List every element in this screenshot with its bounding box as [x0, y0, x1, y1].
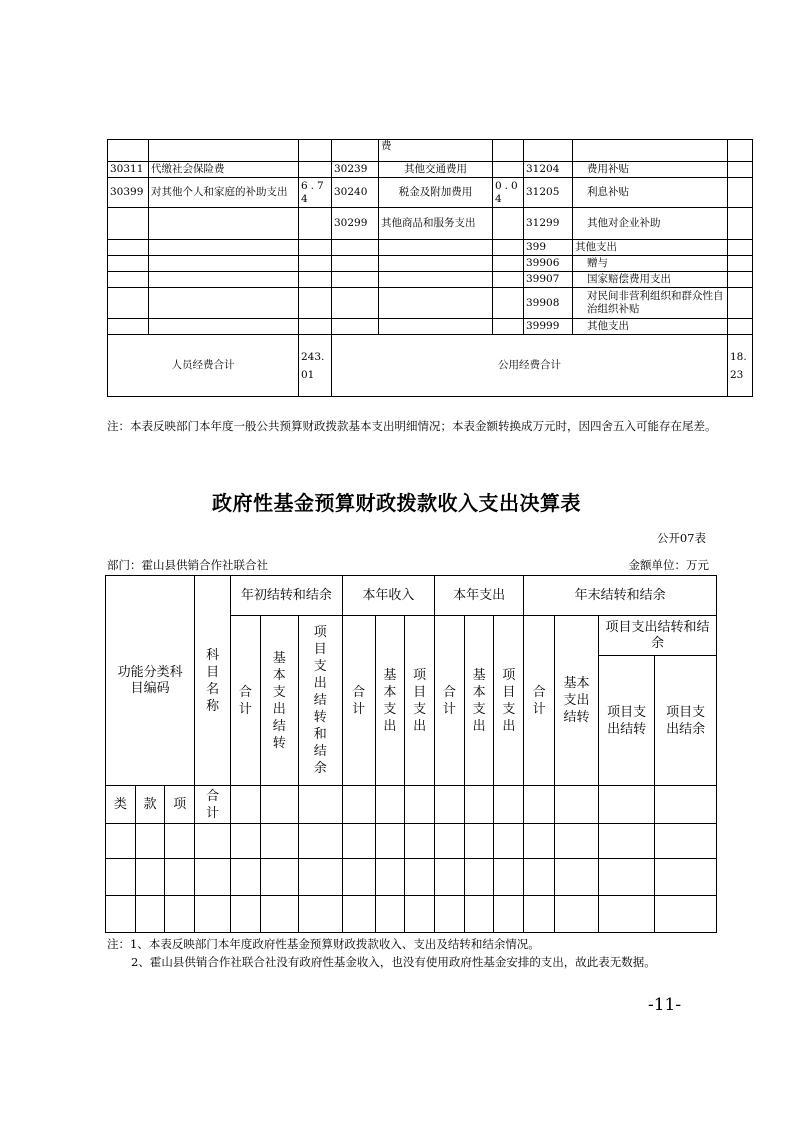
column-header: 合计 — [524, 616, 555, 786]
basic-expense-detail-table — [107, 139, 753, 397]
personnel-total-label: 人员经费合计 — [108, 335, 299, 397]
table-row — [106, 824, 717, 859]
table-total-row — [108, 335, 753, 397]
table-row — [108, 240, 753, 256]
column-header: 科目名称 — [195, 576, 231, 786]
column-header: 基本支出结转 — [260, 616, 298, 786]
table-cell: 31299 — [524, 208, 573, 240]
fund-table-note — [107, 935, 719, 971]
table-cell: 利息补贴 — [573, 178, 728, 208]
table-cell — [149, 208, 299, 240]
table-row — [108, 256, 753, 272]
table-cell — [299, 162, 332, 178]
table-cell: 30311 — [108, 162, 149, 178]
table-cell: 赠与 — [573, 256, 728, 272]
column-header: 项 — [165, 786, 195, 824]
table-cell: 其他支出 — [573, 319, 728, 335]
table-cell: 对其他个人和家庭的补助支出 — [149, 178, 299, 208]
unit-label: 金额单位：万元 — [628, 558, 709, 572]
table-cell: 代缴社会保险费 — [149, 162, 299, 178]
column-header: 项目支出结转 — [599, 656, 655, 786]
table-row — [108, 140, 753, 162]
column-header: 款 — [135, 786, 165, 824]
column-header: 基本支出 — [375, 616, 405, 786]
column-header: 合计 — [231, 616, 261, 786]
table-row — [108, 178, 753, 208]
table-cell: 31204 — [524, 162, 573, 178]
column-header: 基本支出结转 — [554, 616, 598, 786]
table-cell: 其他支出 — [573, 240, 728, 256]
table-row — [106, 859, 717, 896]
column-header: 基本支出 — [464, 616, 494, 786]
public-total-value: 18.23 — [728, 335, 753, 397]
table-row — [108, 272, 753, 288]
table-cell: 30239 — [332, 162, 379, 178]
column-header: 合计 — [435, 616, 465, 786]
table-code: 公开07表 — [656, 531, 706, 545]
table-cell: 31205 — [524, 178, 573, 208]
table-cell — [728, 178, 753, 208]
table-header-row — [106, 786, 717, 824]
table-cell: 6.74 — [299, 178, 332, 208]
column-header: 本年收入 — [342, 576, 434, 616]
table-cell: 0.04 — [493, 178, 524, 208]
table-cell: 费用补贴 — [573, 162, 728, 178]
table-cell: 30299 — [332, 208, 379, 240]
column-header: 本年支出 — [435, 576, 524, 616]
table-cell: 其他交通费用 — [379, 162, 493, 178]
column-header: 项目支出 — [494, 616, 524, 786]
table-cell: 对民间非营利组织和群众性自治组织补贴 — [573, 288, 728, 319]
table-cell: 39999 — [524, 319, 573, 335]
table-note: 注：本表反映部门本年度一般公共预算财政拨款基本支出明细情况；本表金额转换成万元时，因四舍五入可能存在尾差。 — [107, 419, 717, 433]
column-header: 项目支出结余 — [655, 656, 717, 786]
table-cell — [728, 162, 753, 178]
government-fund-table — [105, 575, 717, 933]
table-cell — [728, 208, 753, 240]
column-header: 项目支出 — [405, 616, 435, 786]
personnel-total-value: 243.01 — [299, 335, 332, 397]
table-cell — [108, 208, 149, 240]
table-cell: 税金及附加费用 — [379, 178, 493, 208]
public-total-label: 公用经费合计 — [332, 335, 728, 397]
table-cell: 39906 — [524, 256, 573, 272]
column-header: 合计 — [195, 786, 231, 824]
table-cell: 其他商品和服务支出 — [379, 208, 493, 240]
department-label: 部门：霍山县供销合作社联合社 — [107, 558, 268, 572]
table-cell: 费 — [379, 140, 493, 162]
table-cell — [493, 162, 524, 178]
note-line-1: 注：1、本表反映部门本年度政府性基金预算财政拨款收入、支出及结转和结余情况。 — [107, 937, 540, 951]
column-header: 项目支出结转和结余 — [298, 616, 342, 786]
table-cell: 39908 — [524, 288, 573, 319]
column-header: 类 — [106, 786, 136, 824]
table-row — [108, 319, 753, 335]
table-cell: 国家赔偿费用支出 — [573, 272, 728, 288]
table-cell: 399 — [524, 240, 573, 256]
table-cell: 30399 — [108, 178, 149, 208]
table-row — [106, 896, 717, 933]
table-cell: 其他对企业补助 — [573, 208, 728, 240]
table-cell: 39907 — [524, 272, 573, 288]
note-line-2: 2、霍山县供销合作社联合社没有政府性基金收入，也没有使用政府性基金安排的支出，故此表无数据。 — [131, 955, 656, 969]
column-header: 年初结转和结余 — [231, 576, 343, 616]
table-header-row — [106, 576, 717, 616]
table-cell — [299, 208, 332, 240]
column-header: 年末结转和结余 — [524, 576, 717, 616]
column-header: 项目支出结转和结余 — [599, 616, 717, 656]
page-number: -11- — [648, 995, 682, 1015]
column-header: 功能分类科目编码 — [106, 576, 195, 786]
table-cell: 30240 — [332, 178, 379, 208]
table-row — [108, 288, 753, 319]
table-cell — [493, 208, 524, 240]
page-title: 政府性基金预算财政拨款收入支出决算表 — [212, 491, 581, 515]
table-row — [108, 208, 753, 240]
column-header: 合计 — [342, 616, 375, 786]
table-row — [108, 162, 753, 178]
